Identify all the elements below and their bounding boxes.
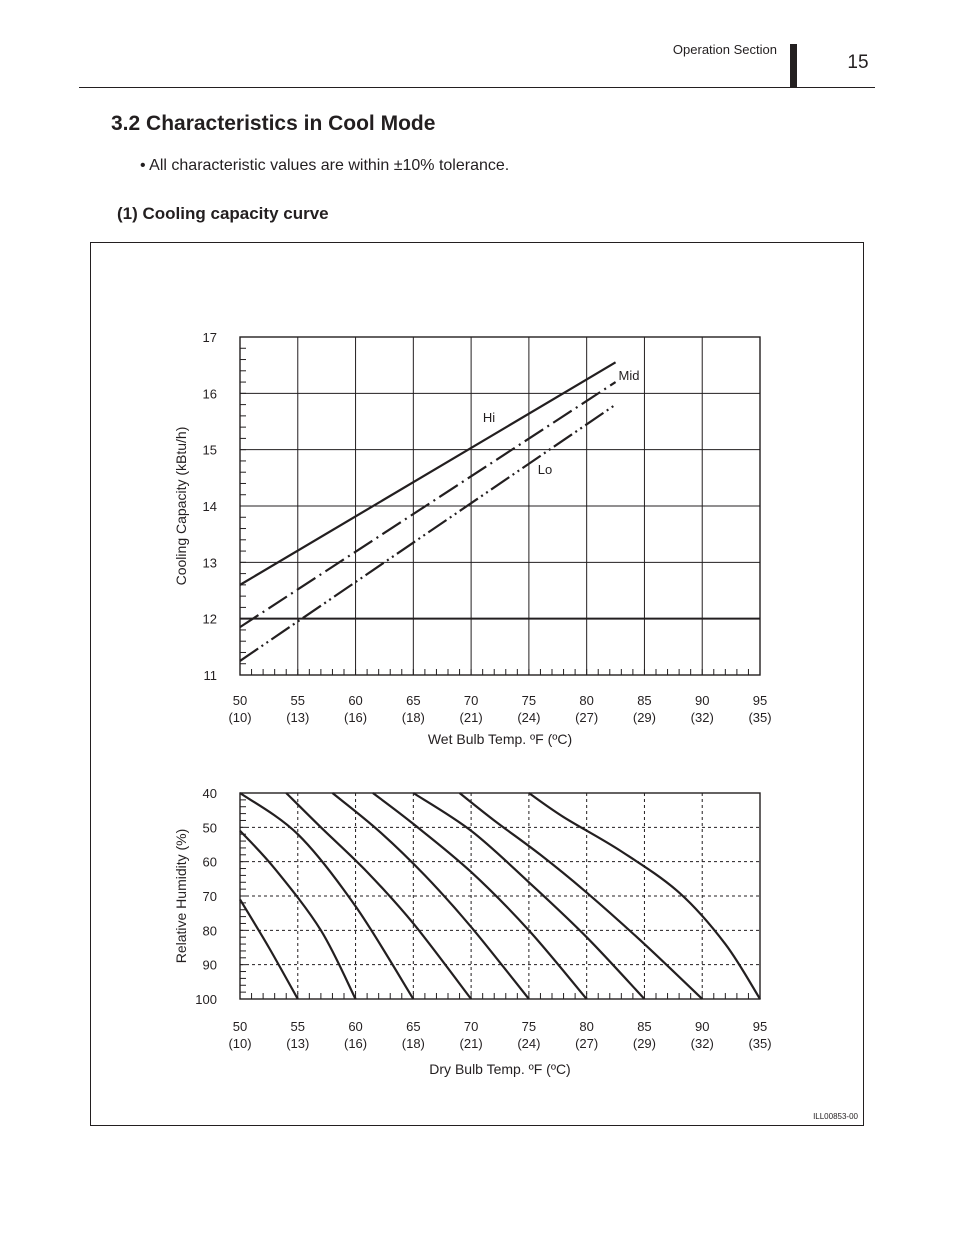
series-line-hi bbox=[240, 362, 616, 585]
x-tick-label: 65 bbox=[406, 1019, 421, 1034]
y-tick-label: 90 bbox=[202, 957, 217, 973]
x-tick-sublabel: (32) bbox=[690, 1036, 714, 1051]
x-tick-label: 95 bbox=[752, 693, 768, 708]
subsection-title: (1) Cooling capacity curve bbox=[117, 204, 329, 223]
x-tick-sublabel: (24) bbox=[517, 1036, 541, 1051]
y-axis-title: Cooling Capacity (kBtu/h) bbox=[173, 426, 189, 586]
x-tick-sublabel: (21) bbox=[459, 710, 483, 725]
x-tick-sublabel: (24) bbox=[517, 710, 541, 725]
y-tick-label: 16 bbox=[202, 386, 217, 402]
x-tick-label: 70 bbox=[463, 693, 479, 708]
x-tick-sublabel: (18) bbox=[401, 1036, 425, 1051]
x-tick-label: 90 bbox=[694, 693, 710, 708]
y-tick-label: 50 bbox=[202, 820, 217, 836]
y-tick-label: 12 bbox=[202, 611, 217, 627]
x-tick-label: 95 bbox=[752, 1019, 768, 1034]
section-title: 3.2 Characteristics in Cool Mode bbox=[111, 112, 436, 135]
y-tick-label: 15 bbox=[202, 442, 217, 458]
y-tick-label: 100 bbox=[195, 992, 217, 1007]
x-tick-sublabel: (16) bbox=[343, 710, 368, 725]
x-tick-label: 80 bbox=[579, 1019, 594, 1034]
x-tick-label: 70 bbox=[463, 1019, 479, 1034]
x-tick-label: 75 bbox=[521, 693, 537, 708]
x-tick-label: 75 bbox=[521, 1019, 537, 1034]
x-tick-sublabel: (29) bbox=[632, 1036, 657, 1051]
y-tick-label: 17 bbox=[202, 330, 217, 345]
x-tick-sublabel: (10) bbox=[228, 1036, 252, 1051]
y-tick-label: 80 bbox=[202, 923, 217, 939]
x-tick-sublabel: (29) bbox=[632, 710, 657, 725]
x-tick-sublabel: (13) bbox=[286, 710, 310, 725]
x-tick-label: 85 bbox=[637, 693, 652, 708]
y-tick-label: 60 bbox=[202, 854, 217, 870]
x-tick-label: 60 bbox=[348, 1019, 363, 1034]
x-tick-sublabel: (21) bbox=[459, 1036, 483, 1051]
x-tick-label: 50 bbox=[232, 1019, 248, 1034]
x-tick-sublabel: (27) bbox=[575, 710, 599, 725]
x-tick-sublabel: (18) bbox=[401, 710, 425, 725]
x-tick-label: 80 bbox=[579, 693, 594, 708]
illustration-code: ILL00853-00 bbox=[813, 1112, 858, 1121]
y-tick-label: 13 bbox=[202, 555, 217, 571]
x-tick-label: 60 bbox=[348, 693, 363, 708]
x-tick-sublabel: (27) bbox=[575, 1036, 599, 1051]
running-header-section: Operation Section bbox=[672, 42, 777, 57]
series-label: Mid bbox=[618, 368, 640, 383]
series-line-mid bbox=[240, 382, 616, 627]
x-tick-label: 55 bbox=[290, 693, 306, 708]
y-axis-title: Relative Humidity (%) bbox=[173, 828, 189, 964]
x-tick-label: 65 bbox=[406, 693, 421, 708]
x-axis-title: Dry Bulb Temp. ºF (ºC) bbox=[429, 1061, 571, 1077]
x-tick-sublabel: (10) bbox=[228, 710, 252, 725]
x-tick-sublabel: (32) bbox=[690, 710, 714, 725]
humidity-chart bbox=[173, 786, 772, 1077]
series-label: Hi bbox=[482, 410, 496, 425]
y-tick-label: 70 bbox=[202, 889, 217, 904]
x-axis-title: Wet Bulb Temp. ºF (ºC) bbox=[427, 731, 573, 747]
series-line-lo bbox=[240, 405, 616, 661]
page-number: 15 bbox=[847, 52, 869, 73]
x-tick-sublabel: (13) bbox=[286, 1036, 310, 1051]
y-tick-label: 14 bbox=[202, 499, 217, 514]
x-tick-sublabel: (35) bbox=[748, 710, 772, 725]
x-tick-label: 90 bbox=[694, 1019, 710, 1034]
x-tick-label: 55 bbox=[290, 1019, 306, 1034]
humidity-curve-1 bbox=[240, 899, 298, 999]
x-tick-sublabel: (35) bbox=[748, 1036, 772, 1051]
tolerance-note: • All characteristic values are within ±10% tolerance. bbox=[140, 157, 510, 174]
capacity-chart bbox=[173, 330, 772, 747]
x-tick-sublabel: (16) bbox=[343, 1036, 368, 1051]
x-tick-label: 85 bbox=[637, 1019, 652, 1034]
y-tick-label: 11 bbox=[203, 668, 217, 683]
x-tick-label: 50 bbox=[232, 693, 248, 708]
y-tick-label: 40 bbox=[202, 786, 217, 801]
series-label: Lo bbox=[537, 462, 553, 477]
